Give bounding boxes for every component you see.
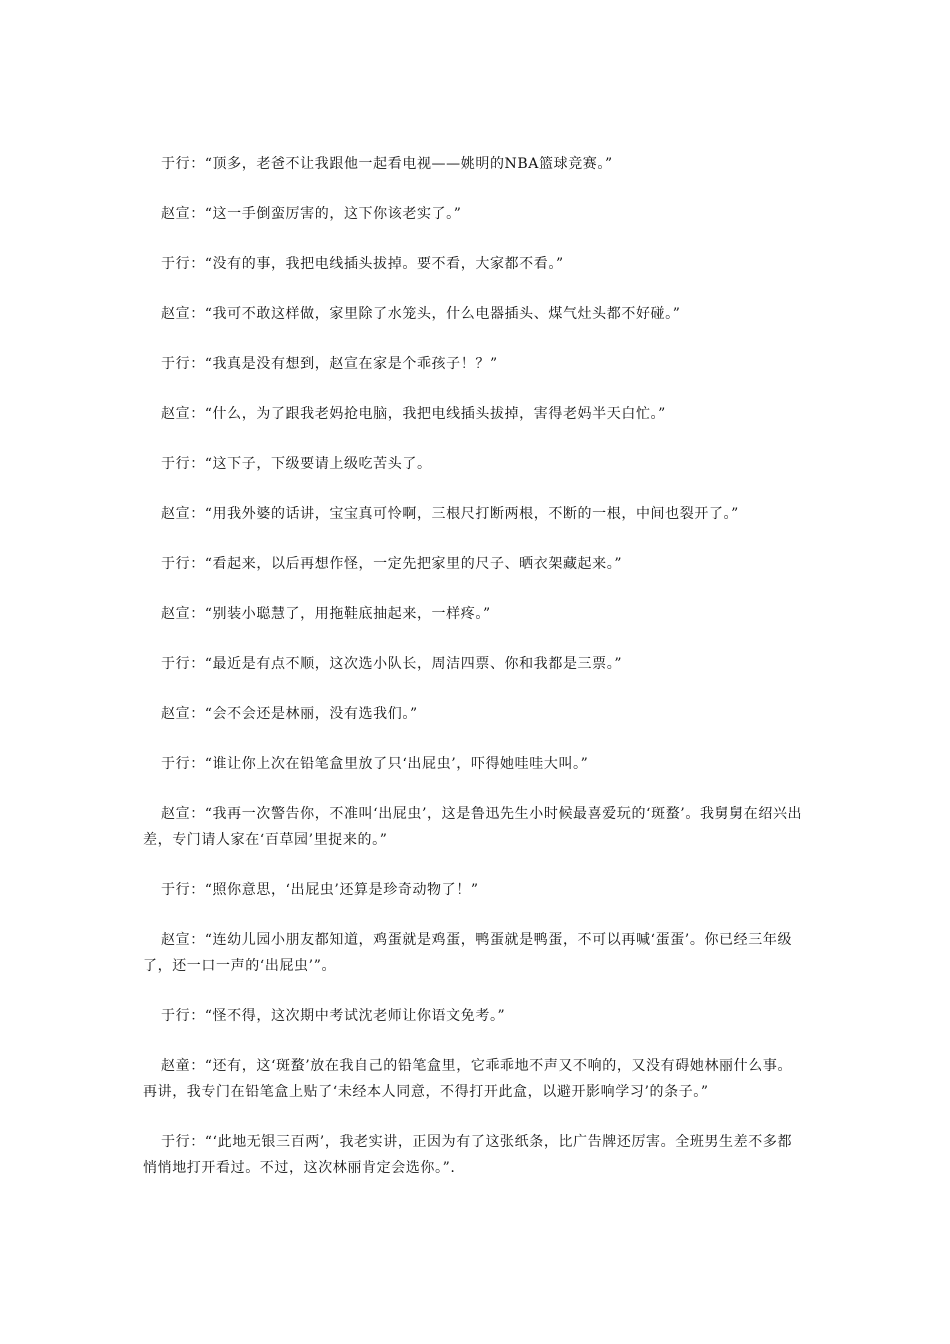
dialogue-line: 于行：“这下子，下级要请上级吃苦头了。 <box>161 456 432 472</box>
dialogue-line: 于行：“照你意思，‘出屁虫’还算是珍奇动物了！” <box>161 882 479 898</box>
dialogue-line: 赵宣：“这一手倒蛮厉害的，这下你该老实了。” <box>161 206 462 222</box>
dialogue-line: 于行：“最近是有点不顺，这次选小队长，周洁四票、你和我都是三票。” <box>161 656 623 672</box>
dialogue-line: 赵童：“还有，这‘斑蝥’放在我自己的铅笔盒里，它乖乖地不声又不响的，又没有碍她林丽什么事。再讲，我专门在铅笔盒上贴了‘未经本人同意，不得打开此盒，以避开影响学习’的条子。” <box>143 1058 793 1100</box>
dialogue-line: 于行：“我真是没有想到，赵宣在家是个乖孩子！？” <box>161 356 498 372</box>
dialogue-body <box>143 151 803 1205</box>
dialogue-line: 赵宣：“会不会还是林丽，没有选我们。” <box>161 706 418 722</box>
dialogue-line: 赵宣：“用我外婆的话讲，宝宝真可怜啊，三根尺打断两根，不断的一根，中间也裂开了。” <box>161 506 739 522</box>
dialogue-line: 赵宣：“我再一次警告你，不准叫‘出屁虫’，这是鲁迅先生小时候最喜爱玩的‘斑蝥’。我舅舅在绍兴出差，专门请人家在‘百草园’里捉来的。” <box>143 806 803 848</box>
dialogue-line: 赵宣：“什么，为了跟我老妈抢电脑，我把电线插头拔掉，害得老妈半天白忙。” <box>161 406 666 422</box>
dialogue-line: 于行：“顶多，老爸不让我跟他一起看电视——姚明的NBA篮球竞赛。” <box>161 156 613 172</box>
dialogue-line: 于行：“没有的事，我把电线插头拔掉。要不看，大家都不看。” <box>161 256 564 272</box>
dialogue-line: 于行：“‘此地无银三百两’，我老实讲，正因为有了这张纸条，比广告牌还厉害。全班男生差不多都悄悄地打开看过。不过，这次林丽肯定会选你。”. <box>143 1134 793 1176</box>
dialogue-line: 赵宣：“别装小聪慧了，用拖鞋底抽起来，一样疼。” <box>161 606 491 622</box>
dialogue-line: 于行：“看起来，以后再想作怪，一定先把家里的尺子、晒衣架藏起来。” <box>161 556 623 572</box>
dialogue-line: 赵宣：“我可不敢这样做，家里除了水笼头，什么电器插头、煤气灶头都不好碰。” <box>161 306 681 322</box>
dialogue-line: 于行：“谁让你上次在铅笔盒里放了只‘出屁虫’，吓得她哇哇大叫。” <box>161 756 589 772</box>
dialogue-line: 赵宣：“连幼儿园小朋友都知道，鸡蛋就是鸡蛋，鸭蛋就是鸭蛋，不可以再喊‘蛋蛋’。你已经三年级了，还一口一声的‘出屁虫’”。 <box>143 932 793 974</box>
dialogue-line: 于行：“怪不得，这次期中考试沈老师让你语文免考。” <box>161 1008 506 1024</box>
